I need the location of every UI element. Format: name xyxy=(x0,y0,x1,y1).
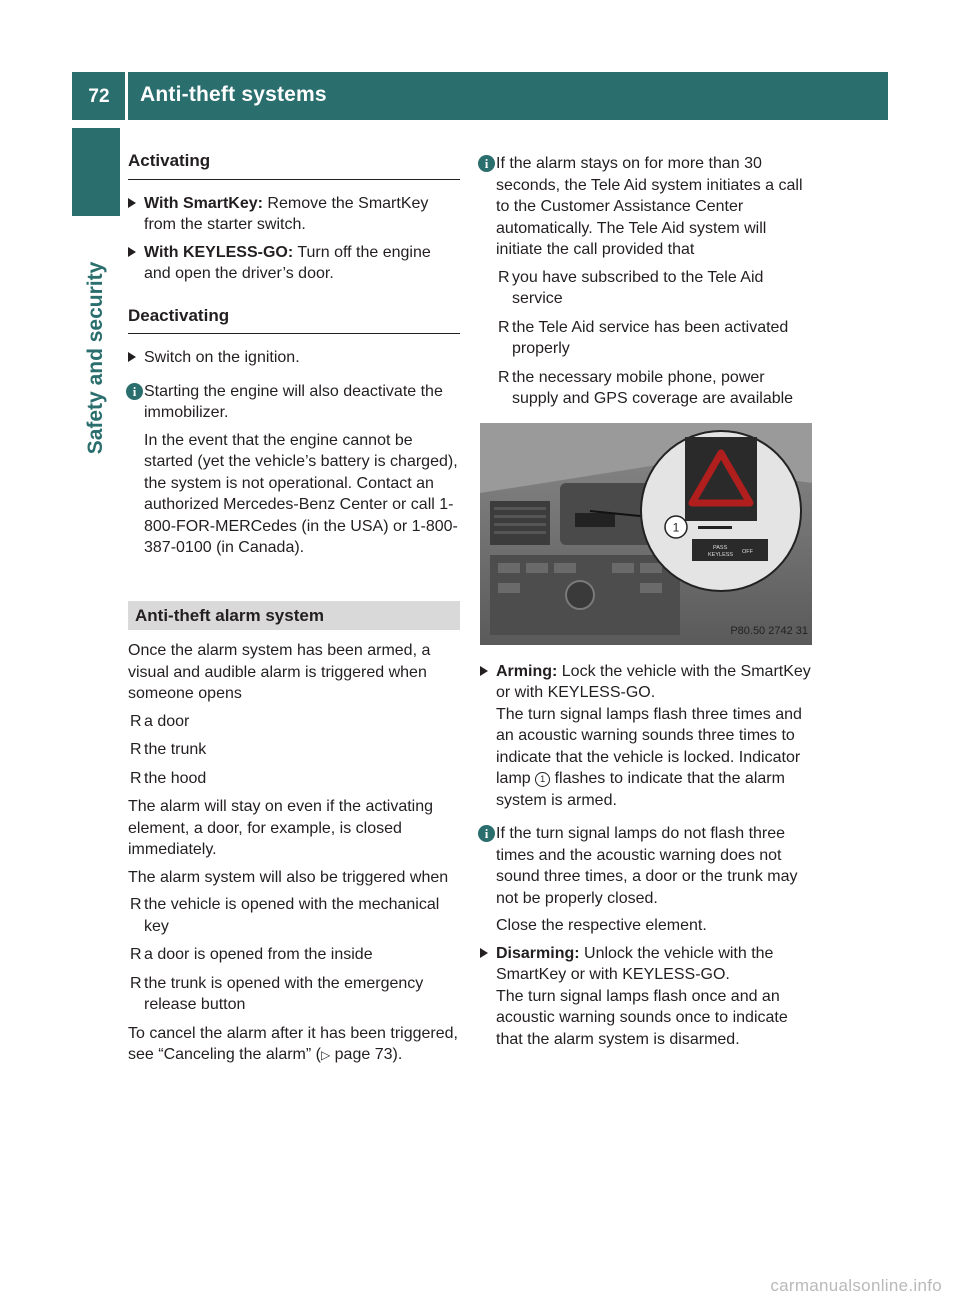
button-label-pass: PASS xyxy=(713,544,728,551)
info-icon: i xyxy=(126,383,143,400)
header-divider xyxy=(125,72,128,120)
alarm-intro: Once the alarm system has been armed, a visual and audible alarm is triggered when someone opens xyxy=(128,642,431,702)
left-column xyxy=(128,150,460,1073)
sidebar-block xyxy=(72,128,120,216)
step-keyless-go: With KEYLESS-GO: Turn off the engine and open the driver’s door. xyxy=(128,242,460,285)
immobilizer-note: i Starting the engine will also deactivate the immobilizer. xyxy=(128,381,460,424)
callout-marker: 1 xyxy=(535,772,550,787)
page-ref-link[interactable]: page 73). xyxy=(334,1046,403,1063)
step-arrow-icon xyxy=(128,247,136,257)
right-column xyxy=(480,153,812,1056)
button-label-off: OFF xyxy=(742,548,753,555)
step-arrow-icon xyxy=(128,198,136,208)
list-item: R a door xyxy=(130,712,190,730)
step-arming: Arming: Lock the vehicle with the SmartKey or with KEYLESS-GO. The turn signal lamps flash three times and an acoustic warning sounds three times to indicate that the vehicle is locked. Indicator lamp 1 flashes to indicate that the alarm system is armed. xyxy=(480,661,812,812)
list-item: R the necessary mobile phone, power supply and GPS coverage are available xyxy=(498,368,794,407)
tele-aid-note: i If the alarm stays on for more than 30 seconds, the Tele Aid system initiates a call to the Customer Assistance Center automatically. The Tele Aid system will initiate the call provided that xyxy=(480,153,812,261)
step-arrow-icon xyxy=(128,352,136,362)
list-item: R the trunk xyxy=(130,741,207,758)
step-smartkey: With SmartKey: Remove the SmartKey from the starter switch. xyxy=(128,193,460,236)
immobilizer-note-detail: In the event that the engine cannot be started (yet the vehicle’s battery is charged), the system is not operational. Contact an authorized Mercedes-Benz Center or call 1-800-FOR-MERCedes (in the USA) or 1-800-387-0100 (in Canada). xyxy=(144,431,458,556)
sidebar-label-text: Safety and security xyxy=(84,261,107,455)
chapter-title: Anti-theft systems xyxy=(140,83,327,106)
figure-code: P80.50 2742 31 xyxy=(730,625,808,637)
page-ref-arrow-icon: ▷ xyxy=(320,1048,331,1062)
button-label-keyless: KEYLESS xyxy=(708,551,734,558)
dashboard-illustration xyxy=(480,423,812,645)
list-item: R the hood xyxy=(130,769,207,787)
step-disarming: Disarming: Unlock the vehicle with the SmartKey or with KEYLESS-GO. The turn signal lamps flash once and an acoustic warning sounds once to indicate that the alarm system is disarmed. xyxy=(480,943,812,1051)
step-arrow-icon xyxy=(480,666,488,676)
list-item: R the vehicle is opened with the mechanical key xyxy=(130,896,440,935)
deactivating-heading: Deactivating xyxy=(128,305,460,335)
list-item: R the trunk is opened with the emergency release button xyxy=(130,974,424,1013)
figure-callout: 1 xyxy=(672,520,680,534)
step-ignition: Switch on the ignition. xyxy=(128,347,460,369)
info-icon: i xyxy=(478,825,495,842)
cancel-alarm-text: To cancel the alarm after it has been triggered, see “Canceling the alarm” (▷ page 73). xyxy=(128,1024,458,1063)
sidebar-label xyxy=(72,228,120,488)
alarm-section-title: Anti-theft alarm system xyxy=(128,601,460,631)
list-item: R the Tele Aid service has been activated properly xyxy=(498,318,789,357)
dashboard-figure xyxy=(480,423,812,645)
arming-note: i If the turn signal lamps do not flash three times and the acoustic warning does not sound three times, a door or the trunk may not be properly closed. xyxy=(480,823,812,909)
alarm-also-when: The alarm system will also be triggered when xyxy=(128,868,449,886)
arming-note-action: Close the respective element. xyxy=(496,917,707,934)
info-icon: i xyxy=(478,155,495,172)
page-number: 72 xyxy=(88,86,110,107)
list-item: R a door is opened from the inside xyxy=(130,946,373,963)
list-item: R you have subscribed to the Tele Aid service xyxy=(498,268,764,307)
activating-heading: Activating xyxy=(128,150,460,180)
alarm-stay-on: The alarm will stay on even if the activating element, a door, for example, is closed immediately. xyxy=(128,798,434,858)
watermark: carmanualsonline.info xyxy=(770,1276,942,1295)
step-arrow-icon xyxy=(480,948,488,958)
